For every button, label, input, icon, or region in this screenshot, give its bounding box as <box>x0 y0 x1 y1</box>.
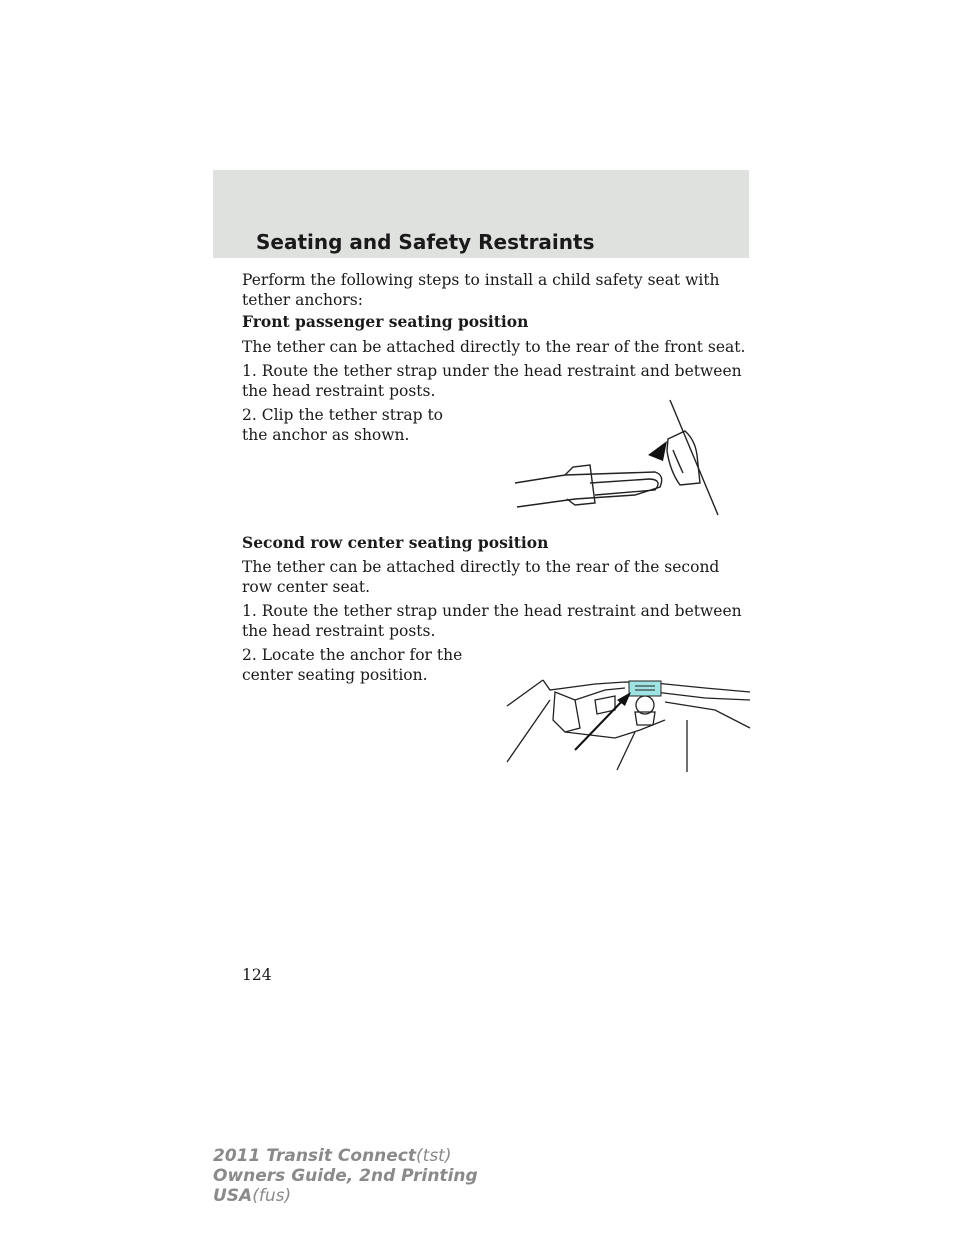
seat-edge-line-left <box>507 680 543 706</box>
front-description: The tether can be attached directly to the rear of the front seat. <box>242 338 746 356</box>
anchor-highlight <box>629 681 661 696</box>
front-step-1: 1. Route the tether strap under the head restraint and between the head restraint posts. <box>242 362 742 400</box>
tether-strap-outline <box>515 472 662 507</box>
arrow-icon <box>648 441 667 461</box>
anchor-bar-line <box>673 450 683 473</box>
footer-region: USA <box>213 1186 253 1206</box>
document-footer <box>213 1146 478 1206</box>
pointer-arrow-line <box>575 698 625 750</box>
center-anchor-illustration <box>505 670 755 780</box>
seat-edge-line-lower <box>507 700 550 762</box>
footer-region-code: (fus) <box>252 1186 292 1206</box>
footer-line-model <box>213 1146 478 1166</box>
tether-clip-illustration <box>505 395 730 520</box>
section-title: Seating and Safety Restraints <box>256 230 595 254</box>
tether-clip-drawing <box>515 400 718 515</box>
footer-line-region <box>213 1186 478 1206</box>
seat-latch-outline <box>553 692 580 732</box>
anchor-bolt-outline <box>636 696 654 714</box>
second-row-step-1: 1. Route the tether strap under the head restraint and between the head restraint posts. <box>242 602 742 640</box>
seat-lower-contour <box>565 720 665 738</box>
footer-line-guide <box>213 1166 478 1186</box>
footer-model-code: (tst) <box>416 1146 452 1166</box>
second-row-heading: Second row center seating position <box>242 533 549 552</box>
floor-line-left <box>617 732 635 770</box>
crossmember-lower-line <box>665 702 750 728</box>
second-row-step-2: 2. Locate the anchor for the center seating position. <box>242 646 463 684</box>
front-step-2: 2. Clip the tether strap to the anchor as shown. <box>242 406 444 444</box>
page-number: 124 <box>242 966 272 984</box>
seat-back-edge-line <box>670 400 718 515</box>
footer-guide: Owners Guide, 2nd Printing <box>213 1166 478 1186</box>
second-row-description: The tether can be attached directly to the rear of the second row center seat. <box>242 558 720 596</box>
crossmember-top-line <box>655 683 750 692</box>
footer-model: 2011 Transit Connect <box>213 1146 417 1166</box>
crossmember-middle-line <box>655 692 750 700</box>
bracket-top-line <box>575 688 625 700</box>
front-heading: Front passenger seating position <box>242 312 529 331</box>
strap-hook-outline <box>590 479 658 495</box>
intro-paragraph: Perform the following steps to install a child safety seat with tether anchors: <box>242 271 720 309</box>
anchor-bracket-outline <box>667 431 700 485</box>
